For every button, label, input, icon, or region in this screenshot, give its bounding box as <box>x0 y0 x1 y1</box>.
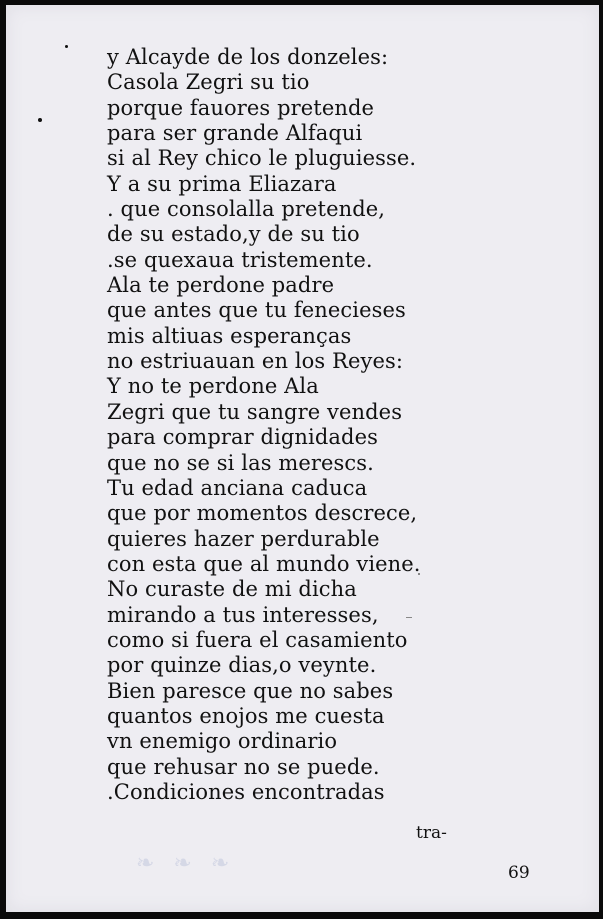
verse-line: mirando a tus interesses, <box>107 602 379 627</box>
verse-line: que rehusar no se puede. <box>107 754 380 779</box>
ink-speck <box>38 118 42 122</box>
verse-line: que antes que tu fenecieses <box>107 298 406 323</box>
verse-line: para ser grande Alfaqui <box>107 121 363 146</box>
verse-line: que por momentos descrece, <box>107 501 418 526</box>
verse-line: Casola Zegri su tio <box>107 70 310 95</box>
verse-line: para comprar dignidades <box>107 425 378 450</box>
verse-line: Ala te perdone padre <box>107 273 335 298</box>
verse-line: vn enemigo ordinario <box>107 729 338 754</box>
catchword: tra- <box>416 823 447 843</box>
verse-line: con esta que al mundo viene. <box>107 551 421 576</box>
verse-line: Tu edad anciana caduca <box>107 475 368 500</box>
book-page <box>6 5 599 912</box>
verse-line: Y no te perdone Ala <box>107 374 319 399</box>
verse-line: si al Rey chico le pluguiesse. <box>107 146 417 171</box>
verse-line: .se quexaua tristemente. <box>107 247 373 272</box>
verse-line: Y a su prima Eliazara <box>107 171 337 196</box>
bleed-through-marks: ❧ ❧ ❧ <box>136 851 236 876</box>
verse-line: . que consolalla pretende, <box>107 197 386 222</box>
verse-line: como si fuera el casamiento <box>107 627 408 652</box>
verse-line: Bien paresce que no sabes <box>107 678 394 703</box>
verse-line: Zegri que tu sangre vendes <box>107 399 403 424</box>
verse-line: porque fauores pretende <box>107 95 375 120</box>
verse-line: mis altiuas esperanças <box>107 323 352 348</box>
verse-line: que no se si las merescs. <box>107 450 374 475</box>
verse-line: quieres hazer perdurable <box>107 526 380 551</box>
verse-line: por quinze dias,o veynte. <box>107 653 377 678</box>
verse-line: de su estado,y de su tio <box>107 222 360 247</box>
page-number: 69 <box>508 863 530 883</box>
verse-line: .Condiciones encontradas <box>107 779 385 804</box>
verse-line: No curaste de mi dicha <box>107 577 357 602</box>
verse-line: y Alcayde de los donzeles: <box>107 45 389 69</box>
verse-line: no estriuauan en los Reyes: <box>107 349 404 374</box>
verse-line: quantos enojos me cuesta <box>107 703 385 728</box>
verse-block <box>107 45 421 805</box>
ink-speck <box>65 45 68 48</box>
